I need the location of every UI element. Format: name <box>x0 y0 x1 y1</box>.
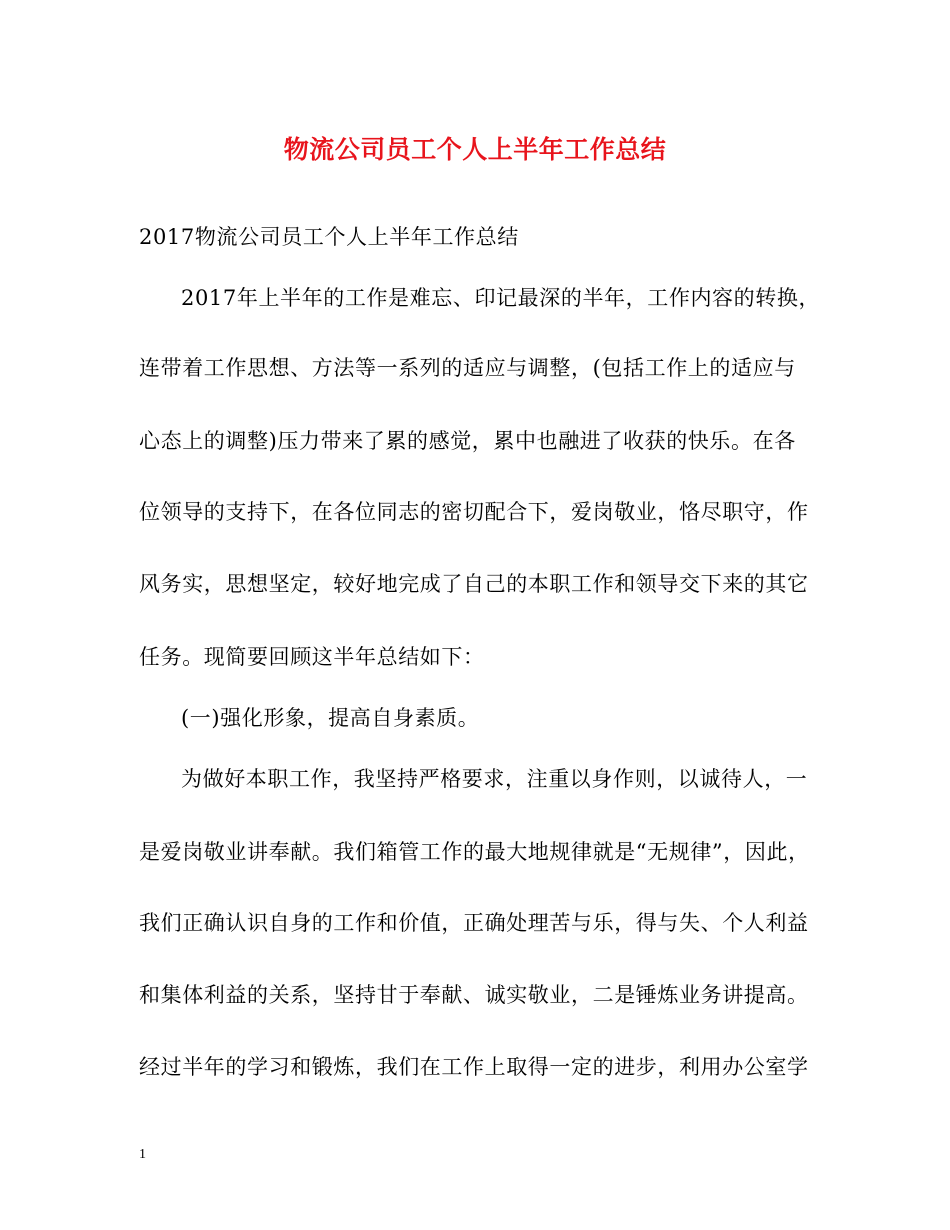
paragraph-line: 是爱岗敬业讲奉献。我们箱管工作的最大地规律就是“无规律”，因此， <box>139 840 810 864</box>
paragraph-line: 心态上的调整)压力带来了累的感觉，累中也融进了收获的快乐。在各 <box>139 429 796 453</box>
paragraph-line: 风务实，思想坚定，较好地完成了自己的本职工作和领导交下来的其它 <box>139 572 809 596</box>
paragraph-line: 我们正确认识自身的工作和价值，正确处理苦与乐，得与失、个人利益 <box>139 911 809 935</box>
paragraph-line: 和集体利益的关系，坚持甘于奉献、诚实敬业，二是锤炼业务讲提高。 <box>139 983 809 1007</box>
paragraph-line: 经过半年的学习和锻炼，我们在工作上取得一定的进步，利用办公室学 <box>139 1055 809 1079</box>
paragraph-line: 为做好本职工作，我坚持严格要求，注重以身作则，以诚待人，一 <box>181 767 808 791</box>
section-heading: (一)强化形象，提高自身素质。 <box>181 706 480 730</box>
paragraph-line: 连带着工作思想、方法等一系列的适应与调整，(包括工作上的适应与 <box>139 356 796 380</box>
paragraph-line: 任务。现简要回顾这半年总结如下： <box>139 645 485 669</box>
page-number: 1 <box>139 1147 146 1162</box>
document-title: 物流公司员工个人上半年工作总结 <box>283 135 667 164</box>
document-subtitle: 2017物流公司员工个人上半年工作总结 <box>139 225 519 249</box>
paragraph-line: 位领导的支持下，在各位同志的密切配合下，爱岗敬业，恪尽职守，作 <box>139 500 809 524</box>
paragraph-line: 2017年上半年的工作是难忘、印记最深的半年，工作内容的转换， <box>181 286 821 310</box>
